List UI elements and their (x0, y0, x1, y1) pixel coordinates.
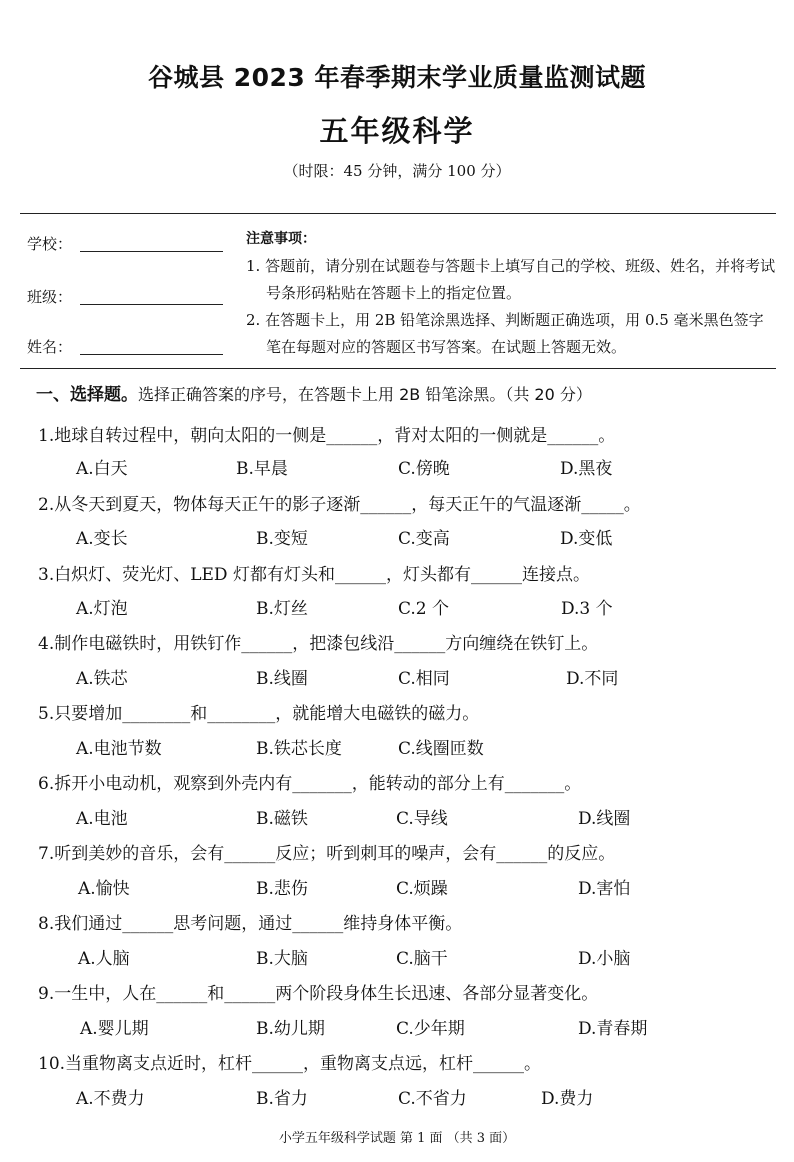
option-2-c: C.变高 (398, 529, 450, 549)
option-9-b: B.幼儿期 (256, 1019, 325, 1039)
option-3-d: D.3 个 (561, 599, 613, 619)
option-1-b: B.早晨 (236, 459, 288, 479)
option-9-c: C.少年期 (396, 1019, 465, 1039)
question-stem-2: 2.从冬天到夏天，物体每天正午的影子逐渐______，每天正午的气温逐渐_____。 (38, 495, 641, 515)
option-7-c: C.烦躁 (396, 879, 448, 899)
option-2-d: D.变低 (560, 529, 613, 549)
top-divider (20, 213, 776, 214)
option-5-c: C.线圈匝数 (398, 739, 484, 759)
bottom-divider (20, 368, 776, 369)
notes-heading: 注意事项： (246, 231, 316, 247)
option-9-d: D.青春期 (578, 1019, 648, 1039)
option-3-a: A.灯泡 (76, 599, 128, 619)
page-footer: 小学五年级科学试题 第 1 面 （共 3 面） (278, 1131, 516, 1146)
question-stem-10: 10.当重物离支点近时，杠杆______，重物离支点远，杠杆______。 (38, 1054, 542, 1074)
notes-block (246, 226, 776, 361)
question-stem-7: 7.听到美妙的音乐，会有______反应；听到刺耳的噪声，会有______的反应。 (38, 844, 616, 864)
school-field[interactable] (80, 251, 223, 252)
subject-title: 五年级科学 (319, 114, 475, 148)
option-2-a: A.变长 (76, 529, 128, 549)
option-10-c: C.不省力 (398, 1089, 467, 1109)
question-stem-9: 9.一生中，人在______和______两个阶段身体生长迅速、各部分显著变化。 (38, 984, 599, 1004)
section-title: 一、选择题。 (36, 385, 138, 405)
option-7-b: B.悲伤 (256, 879, 308, 899)
option-8-c: C.脑干 (396, 949, 448, 969)
option-10-d: D.费力 (541, 1089, 594, 1109)
option-4-c: C.相同 (398, 669, 450, 689)
question-stem-1: 1.地球自转过程中，朝向太阳的一侧是______，背对太阳的一侧就是______。 (38, 426, 616, 446)
option-10-a: A.不费力 (76, 1089, 145, 1109)
option-1-d: D.黑夜 (560, 459, 613, 479)
notes-item-1: 1. 答题前，请分别在试题卷与答题卡上填写自己的学校、班级、姓名，并将考试号条形码粘贴在答题卡上的指定位置。 (246, 257, 776, 302)
option-4-a: A.铁芯 (76, 669, 128, 689)
option-1-a: A.白天 (76, 459, 128, 479)
option-2-b: B.变短 (256, 529, 308, 549)
question-stem-5: 5.只要增加________和________，就能增大电磁铁的磁力。 (38, 704, 480, 724)
option-3-c: C.2 个 (398, 599, 450, 619)
question-stem-4: 4.制作电磁铁时，用铁钉作______，把漆包线沿______方向缠绕在铁钉上。 (38, 634, 599, 654)
option-8-a: A.人脑 (78, 949, 130, 969)
question-stem-8: 8.我们通过______思考问题，通过______维持身体平衡。 (38, 914, 463, 934)
option-4-d: D.不同 (566, 669, 619, 689)
question-stem-6: 6.拆开小电动机，观察到外壳内有_______，能转动的部分上有_______。 (38, 774, 582, 794)
section-instruction: 选择正确答案的序号，在答题卡上用 2B 铅笔涂黑。（共 20 分） (138, 385, 592, 404)
time-limit-info: （时限：45 分钟，满分 100 分） (283, 162, 511, 180)
class-label: 班级： (27, 288, 73, 306)
option-6-d: D.线圈 (578, 809, 631, 829)
class-field[interactable] (80, 304, 223, 305)
option-10-b: B.省力 (256, 1089, 308, 1109)
option-5-b: B.铁芯长度 (256, 739, 342, 759)
exam-title: 谷城县 2023 年春季期末学业质量监测试题 (148, 63, 646, 92)
option-8-d: D.小脑 (578, 949, 631, 969)
question-stem-3: 3.白炽灯、荧光灯、LED 灯都有灯头和______，灯头都有______连接点。 (38, 565, 590, 585)
option-4-b: B.线圈 (256, 669, 308, 689)
option-9-a: A.婴儿期 (80, 1019, 149, 1039)
option-7-d: D.害怕 (578, 879, 631, 899)
option-1-c: C.傍晚 (398, 459, 450, 479)
school-label: 学校： (27, 235, 73, 253)
option-8-b: B.大脑 (256, 949, 308, 969)
option-7-a: A.愉快 (78, 879, 130, 899)
notes-item-2: 2. 在答题卡上，用 2B 铅笔涂黑选择、判断题正确选项，用 0.5 毫米黑色签字笔在每题对应的答题区书写答案。在试题上答题无效。 (246, 311, 764, 356)
option-6-c: C.导线 (396, 809, 448, 829)
option-6-b: B.磁铁 (256, 809, 308, 829)
name-field[interactable] (80, 354, 223, 355)
name-label: 姓名： (27, 338, 73, 356)
option-3-b: B.灯丝 (256, 599, 308, 619)
option-6-a: A.电池 (76, 809, 128, 829)
option-5-a: A.电池节数 (76, 739, 162, 759)
section-heading (36, 380, 786, 405)
